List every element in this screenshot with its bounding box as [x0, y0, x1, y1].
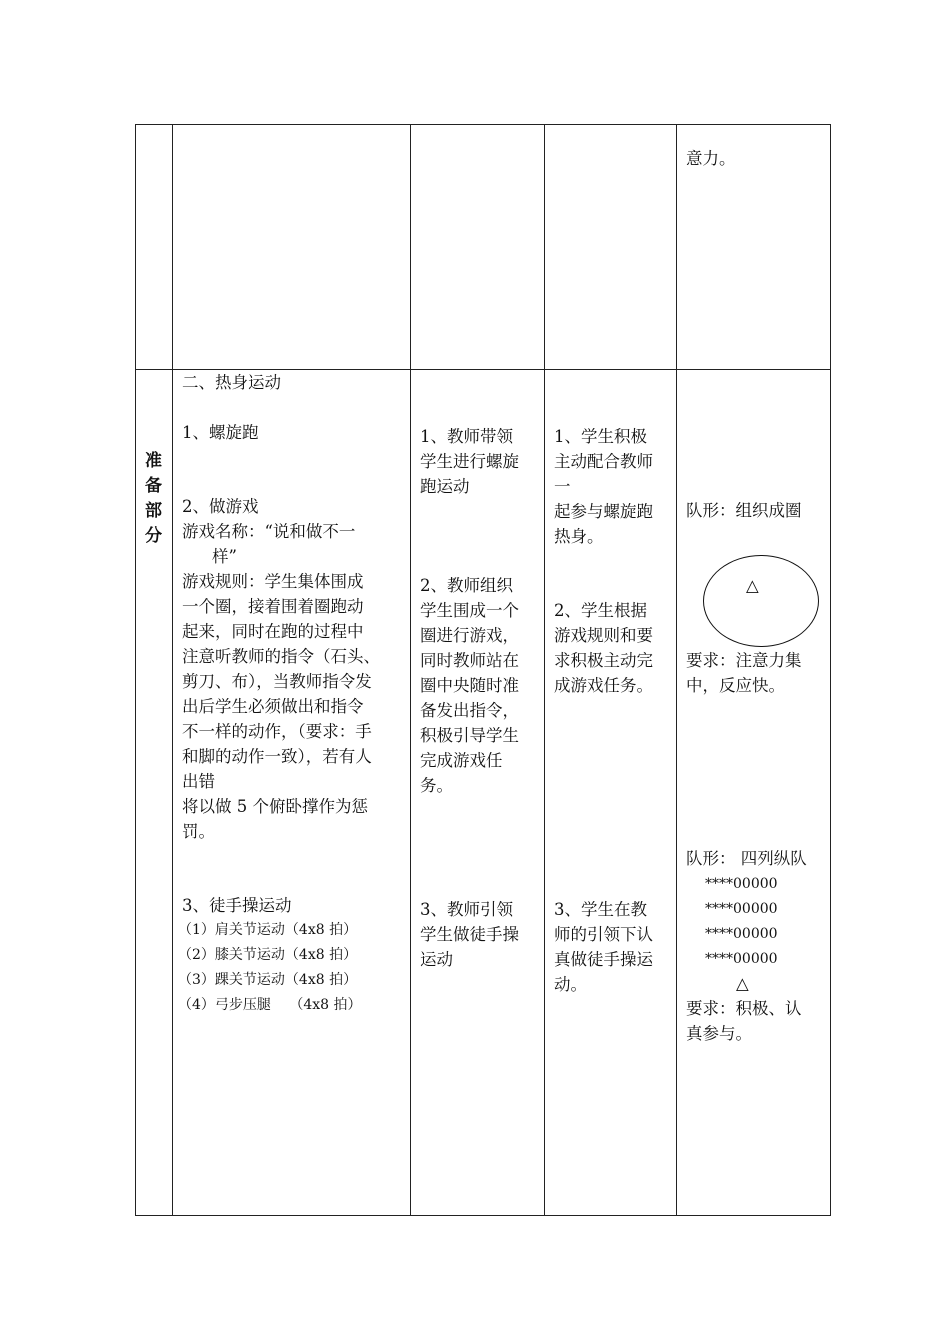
- student-text-line: 主动配合教师: [554, 452, 653, 471]
- formation-row: ****00000: [705, 951, 778, 967]
- game-rule-line: 起来，同时在跑的过程中: [182, 622, 364, 641]
- teacher-text-line: 完成游戏任: [420, 751, 503, 770]
- student-text-line: 1、学生积极: [554, 427, 647, 446]
- teacher-text-line: 跑运动: [420, 477, 470, 496]
- teacher-text-line: 1、教师带领: [420, 427, 513, 446]
- teacher-text-line: 圈中央随时准: [420, 676, 519, 695]
- student-text-line: 动。: [554, 975, 587, 994]
- student-text-line: 3、学生在教: [554, 900, 647, 919]
- student-text-line: 2、学生根据: [554, 601, 647, 620]
- game-rule-line: 出错: [182, 772, 215, 791]
- student-text-line: 师的引领下认: [554, 925, 653, 944]
- student-text-line: 真做徒手操运: [554, 950, 653, 969]
- teacher-text-line: 运动: [420, 950, 453, 969]
- teacher-position-triangle-icon: △: [746, 576, 759, 595]
- section-label-char: 部: [145, 501, 162, 521]
- content-item-1: 1、螺旋跑: [182, 423, 259, 442]
- teacher-text-line: 学生围成一个: [420, 601, 519, 620]
- teacher-position-triangle-icon: △: [736, 974, 749, 993]
- exercise-line: （2）膝关节运动（4x8 拍）: [178, 947, 358, 963]
- content-item-2: 2、做游戏: [182, 497, 259, 516]
- requirement-text-line: 要求：注意力集: [686, 651, 802, 670]
- student-text-line: 热身。: [554, 527, 604, 546]
- exercise-line: （3）踝关节运动（4x8 拍）: [178, 972, 358, 988]
- table-col-divider-4: [676, 124, 677, 1216]
- game-rule-line: 一个圈，接着围着圈跑动: [182, 597, 364, 616]
- row1-organization-text: 意力。: [686, 149, 736, 168]
- teacher-text-line: 3、教师引领: [420, 900, 513, 919]
- game-rule-line: 剪刀、布），当教师指令发: [182, 672, 372, 691]
- content-heading: 二、热身运动: [182, 373, 281, 392]
- game-name-line: 样”: [212, 547, 237, 566]
- teacher-text-line: 同时教师站在: [420, 651, 519, 670]
- table-col-divider-1: [172, 124, 173, 1216]
- teacher-text-line: 务。: [420, 776, 453, 795]
- table-top-border: [135, 124, 831, 125]
- section-label-char: 备: [145, 476, 162, 496]
- section-label-char: 分: [145, 526, 162, 546]
- table-left-border: [135, 124, 136, 1216]
- teacher-text-line: 积极引导学生: [420, 726, 519, 745]
- formation-circle-diagram: [703, 555, 819, 647]
- table-col-divider-3: [544, 124, 545, 1216]
- teacher-text-line: 2、教师组织: [420, 576, 513, 595]
- game-name-line: 游戏名称：“说和做不一: [182, 522, 356, 541]
- requirement-text-line: 中，反应快。: [686, 676, 785, 695]
- exercise-line: （1）肩关节运动（4x8 拍）: [178, 922, 358, 938]
- game-rule-line: 不一样的动作，（要求：手: [182, 722, 372, 741]
- formation-row: ****00000: [705, 901, 778, 917]
- teacher-text-line: 学生做徒手操: [420, 925, 519, 944]
- student-text-line: 求积极主动完: [554, 651, 653, 670]
- table-col-divider-2: [410, 124, 411, 1216]
- game-rule-line: 出后学生必须做出和指令: [182, 697, 364, 716]
- game-rule-line: 将以做 5 个俯卧撑作为惩: [182, 797, 368, 816]
- student-text-line: 一: [554, 477, 571, 496]
- formation-columns-label: 队形： 四列纵队: [686, 849, 807, 868]
- teacher-text-line: 圈进行游戏，: [420, 626, 519, 645]
- requirement-text-line: 真参与。: [686, 1024, 752, 1043]
- formation-row: ****00000: [705, 926, 778, 942]
- game-rule-line: 罚。: [182, 822, 215, 841]
- game-rule-line: 注意听教师的指令（石头、: [182, 647, 380, 666]
- content-item-3: 3、徒手操运动: [182, 896, 292, 915]
- student-text-line: 成游戏任务。: [554, 676, 653, 695]
- student-text-line: 起参与螺旋跑: [554, 502, 653, 521]
- game-rule-line: 游戏规则：学生集体围成: [182, 572, 364, 591]
- requirement-text-line: 要求：积极、认: [686, 999, 802, 1018]
- table-bottom-border: [135, 1215, 831, 1216]
- teacher-text-line: 学生进行螺旋: [420, 452, 519, 471]
- table-right-border: [830, 124, 831, 1216]
- student-text-line: 游戏规则和要: [554, 626, 653, 645]
- teacher-text-line: 备发出指令，: [420, 701, 519, 720]
- formation-row: ****00000: [705, 876, 778, 892]
- game-rule-line: 和脚的动作一致），若有人: [182, 747, 372, 766]
- formation-circle-label: 队形：组织成圈: [686, 501, 802, 520]
- section-label-char: 准: [145, 451, 162, 471]
- exercise-line: （4）弓步压腿 （4x8 拍）: [178, 997, 362, 1013]
